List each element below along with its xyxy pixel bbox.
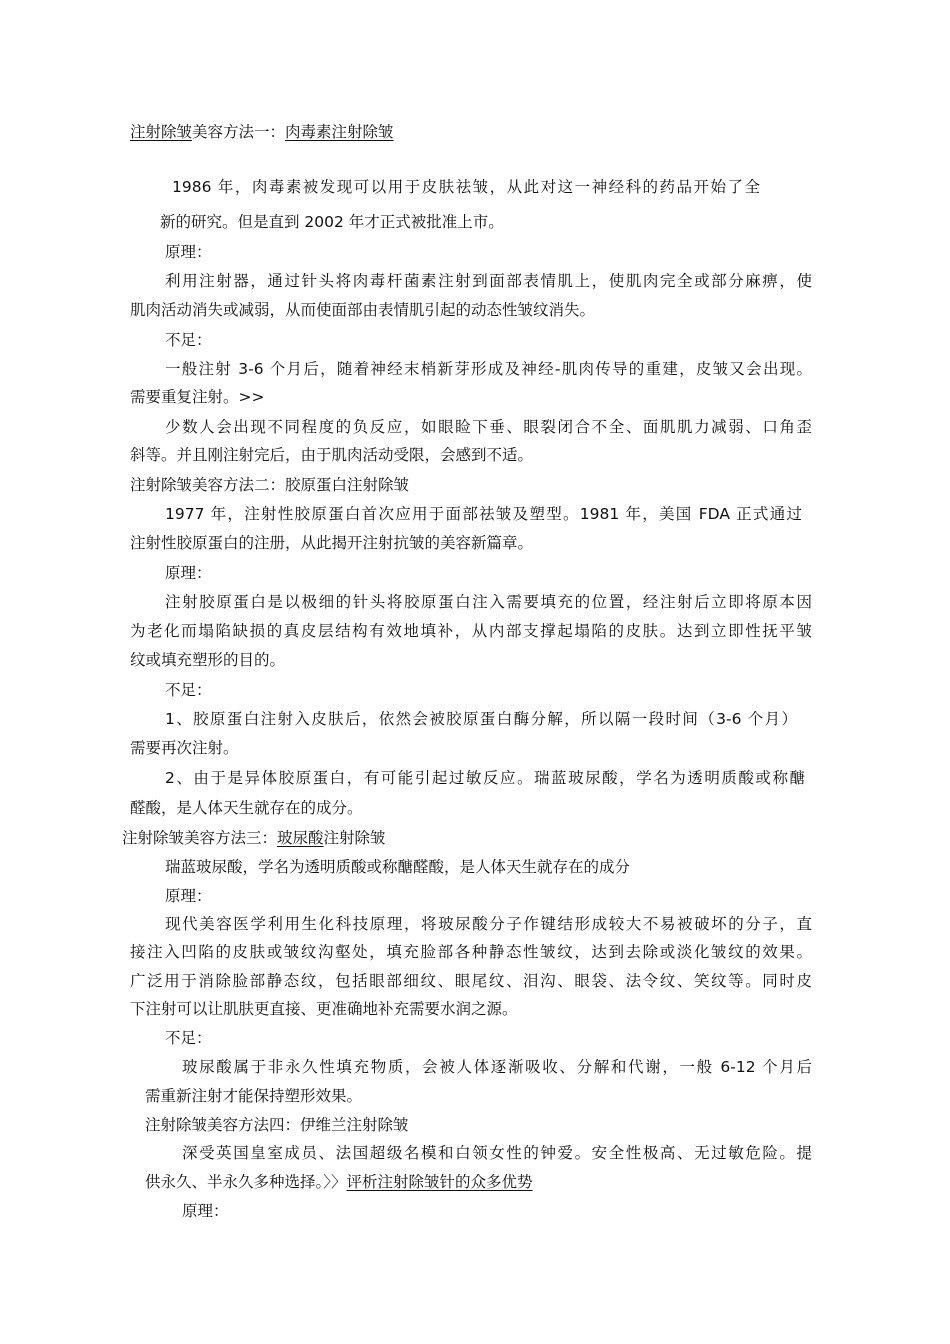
paragraph-line: 少数人会出现不同程度的负反应，如眼睑下垂、眼裂闭合不全、面肌肌力减弱、口角歪 (165, 418, 812, 436)
paragraph-line: 2、由于是异体胶原蛋白，有可能引起过敏反应。瑞蓝玻尿酸，学名为透明质酸或称醣 (165, 769, 805, 787)
paragraph-line: 玻尿酸属于非永久性填充物质，会被人体逐渐吸收、分解和代谢，一般 6-12 个月后 (182, 1058, 812, 1076)
section-heading-4: 注射除皱美容方法四：伊维兰注射除皱 (145, 1116, 409, 1134)
paragraph-line: 为老化而塌陷缺损的真皮层结构有效地填补，从内部支撑起塌陷的皮肤。达到立即性抚平皱 (130, 622, 812, 640)
paragraph-line: 斜等。并且刚注射完后，由于肌肉活动受限，会感到不适。 (130, 446, 534, 464)
paragraph-line: 一般注射 3-6 个月后，随着神经末梢新芽形成及神经-肌肉传导的重建，皮皱又会出现。 (165, 360, 812, 378)
paragraph-line: 新的研究。但是直到 2002 年才正式被批准上市。 (160, 213, 504, 231)
paragraph-line: 注射胶原蛋白是以极细的针头将胶原蛋白注入需要填充的位置，经注射后立即将原本因 (165, 593, 812, 611)
heading-part: 注射除皱 (323, 829, 386, 847)
paragraph-line: 纹或填充塑形的目的。 (130, 651, 286, 669)
paragraph-line: 注射性胶原蛋白的注册，从此揭开注射抗皱的美容新篇章。 (130, 534, 534, 552)
paragraph-line: 1977 年，注射性胶原蛋白首次应用于面部祛皱及塑型。1981 年，美国 FDA 正式通过 (165, 505, 802, 523)
paragraph-line: 1986 年，肉毒素被发现可以用于皮肤祛皱，从此对这一神经科的药品开始了全 (172, 178, 760, 196)
paragraph-line: 醛酸，是人体天生就存在的成分。 (130, 799, 363, 817)
principle-label: 原理： (165, 243, 212, 261)
shortcoming-label: 不足： (165, 331, 212, 349)
paragraph-line: 瑞蓝玻尿酸，学名为透明质酸或称醣醛酸，是人体天生就存在的成分 (165, 858, 631, 876)
paragraph-line: 需要再次注射。 (130, 739, 239, 757)
paragraph-line: 肌肉活动消失或减弱，从而使面部由表情肌引起的动态性皱纹消失。 (130, 301, 596, 319)
heading-underlined-part: 玻尿酸 (277, 829, 324, 847)
heading-underlined-part: 肉毒素注射除皱 (285, 123, 394, 141)
section-heading-2: 注射除皱美容方法二：胶原蛋白注射除皱 (130, 476, 410, 494)
paragraph-line: 广泛用于消除脸部静态纹，包括眼部细纹、眼尾纹、泪沟、眼袋、法令纹、笑纹等。同时皮 (130, 972, 812, 990)
advantages-link[interactable]: 评析注射除皱针的众多优势 (346, 1173, 533, 1191)
paragraph-line (145, 1171, 533, 1193)
paragraph-line: 1、胶原蛋白注射入皮肤后，依然会被胶原蛋白酶分解，所以隔一段时间（3-6 个月） (165, 710, 797, 728)
paragraph-line: 需要重复注射。>> (130, 388, 265, 406)
paragraph-line: 下注射可以让肌肤更直接、更准确地补充需要水润之源。 (130, 1000, 518, 1018)
paragraph-line: 深受英国皇室成员、法国超级名模和白领女性的钟爱。安全性极高、无过敏危险。提 (182, 1144, 812, 1162)
principle-label: 原理： (165, 887, 212, 905)
section-heading-1 (130, 121, 394, 143)
principle-label: 原理： (182, 1202, 229, 1220)
paragraph-line: 接注入凹陷的皮肤或皱纹沟壑处，填充脸部各种静态性皱纹，达到去除或淡化皱纹的效果。 (130, 943, 812, 961)
paragraph-line: 利用注射器，通过针头将肉毒杆菌素注射到面部表情肌上，使肌肉完全或部分麻痹，使 (165, 272, 812, 290)
paragraph-text: 供永久、半永久多种选择。〉〉 (145, 1173, 347, 1191)
paragraph-line: 需重新注射才能保持塑形效果。 (145, 1087, 363, 1105)
heading-underlined-part: 注射除皱 (130, 123, 193, 141)
section-heading-3 (122, 827, 386, 849)
shortcoming-label: 不足： (165, 1029, 212, 1047)
principle-label: 原理： (165, 564, 212, 582)
paragraph-line: 现代美容医学利用生化科技原理，将玻尿酸分子作键结形成较大不易被破坏的分子，直 (165, 915, 812, 933)
heading-part: 美容方法一： (192, 123, 286, 141)
shortcoming-label: 不足： (165, 681, 212, 699)
heading-part: 注射除皱美容方法三： (122, 829, 278, 847)
